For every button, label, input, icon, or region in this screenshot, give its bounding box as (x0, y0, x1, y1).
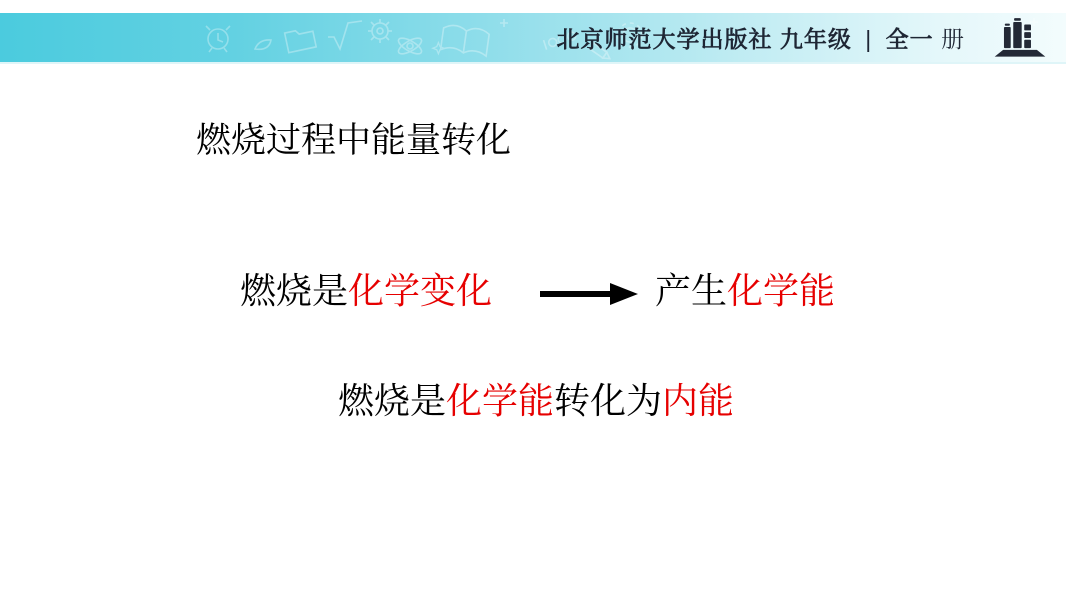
statement-1-right (655, 269, 835, 312)
statement-1-prefix: 燃烧是 (240, 270, 349, 311)
statement-1-left (240, 269, 492, 312)
volume-label-bold: 全一 (885, 26, 934, 52)
header-band (0, 13, 1066, 62)
gear-doodle-icon (368, 19, 392, 43)
statement-2-middle: 转化为 (554, 380, 663, 421)
book-doodle-icon (441, 24, 490, 56)
statement-2-highlight-2: 内能 (662, 380, 735, 421)
atom-doodle-icon (396, 35, 424, 57)
leaf-doodle-icon (255, 40, 271, 49)
slide-title: 燃烧过程中能量转化 (196, 121, 512, 160)
books-on-shelf-icon (993, 15, 1047, 61)
statement-2-prefix: 燃烧是 (338, 380, 447, 421)
publisher-name: 北京师范大学出版社 九年级 (556, 26, 852, 52)
statement-2 (338, 379, 734, 422)
result-prefix: 产生 (655, 270, 728, 311)
folder-doodle-icon (285, 27, 317, 52)
statement-1-highlight: 化学变化 (348, 270, 493, 311)
result-highlight: 化学能 (727, 270, 836, 311)
clock-doodle-icon (206, 26, 230, 52)
sqrt-doodle-icon (328, 21, 362, 49)
statement-2-highlight-1: 化学能 (446, 380, 555, 421)
volume-label-normal: 册 (941, 26, 965, 52)
header-right-group (556, 13, 1047, 62)
publisher-title (556, 21, 965, 54)
title-separator: | (865, 26, 873, 52)
arrow-icon (538, 281, 640, 307)
